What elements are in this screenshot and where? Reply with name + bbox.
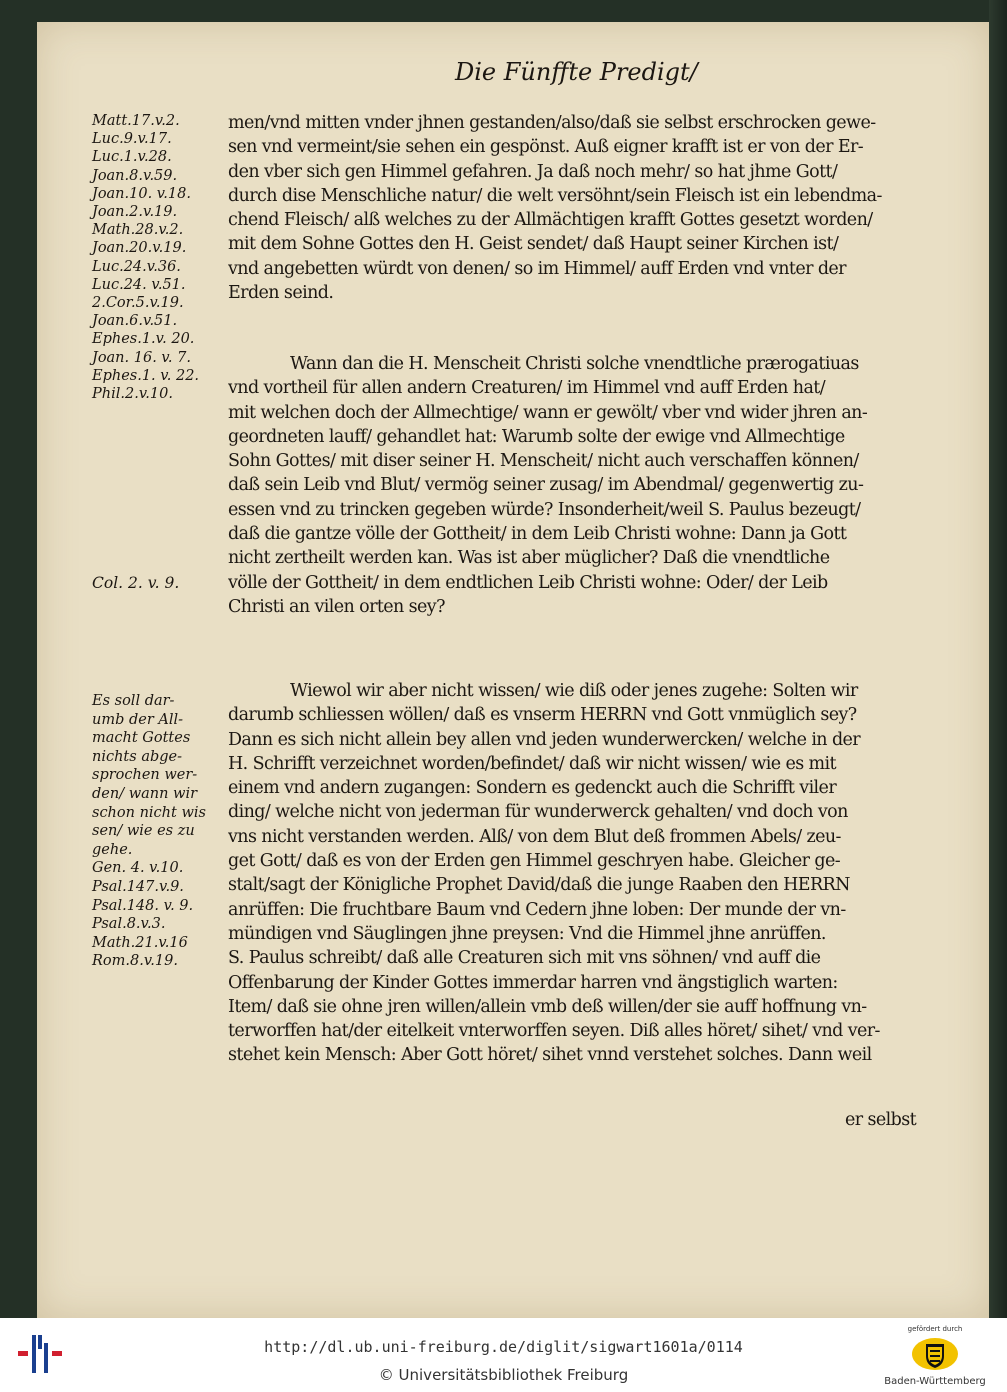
para2-line: Wann dan die H. Menscheit Christi solche vnendtliche prærogatiuas (290, 354, 859, 374)
para3-line: vns nicht verstanden werden. Alß/ von dem Blut deß frommen Abels/ zeu- (228, 826, 841, 847)
running-header: Die Fünffte Predigt/ (455, 58, 698, 86)
para2-line: geordneten lauff/ gehandlet hat: Warumb solte der ewige vnd Allmechtige (228, 426, 845, 447)
margin-notes-1-line: Luc.1.v.28. (92, 149, 172, 166)
funder-name: Baden-Württemberg (884, 1376, 986, 1387)
book-spine (989, 0, 1007, 1318)
para1-line: vnd angebetten würdt von denen/ so im Himmel/ auff Erden vnd vnter der (228, 258, 846, 279)
margin-notes-3-line: schon nicht wis (92, 804, 206, 821)
margin-notes-1-line: 2.Cor.5.v.19. (92, 295, 184, 312)
margin-notes-3-line: umb der All- (92, 711, 184, 728)
para2-line: mit welchen doch der Allmechtige/ wann er gewölt/ vber vnd wider jhren an- (228, 402, 868, 423)
margin-notes-1-line: Joan. 16. v. 7. (92, 349, 191, 366)
catchword (845, 1108, 925, 1132)
para1-line: durch dise Menschliche natur/ die welt versöhnt/sein Fleisch ist ein lebendma- (228, 185, 882, 206)
margin-notes-1-line: Luc.24.v.36. (92, 258, 181, 275)
margin-notes-1-line: Luc.24. v.51. (92, 276, 186, 293)
para3-line: Wiewol wir aber nicht wissen/ wie diß oder jenes zugehe: Solten wir (290, 681, 858, 701)
para1-line: den vber sich gen Himmel gefahren. Ja daß noch mehr/ so hat jhme Gott/ (228, 161, 838, 182)
coat-of-arms-icon (911, 1337, 959, 1371)
margin-notes-1-line: Math.28.v.2. (92, 222, 184, 239)
para3-line: terworffen hat/der eitelkeit vnterworffen seyen. Diß alles höret/ sihet/ vnd ver- (228, 1021, 880, 1042)
para3-line: einem vnd andern zugangen: Sondern es gedenckt auch die Schrifft viler (228, 778, 837, 799)
para2-line: daß sein Leib vnd Blut/ vermög seiner zusag/ im Abendmal/ gegenwertig zu- (228, 475, 864, 496)
para2-line: nicht zertheilt werden kan. Was ist aber müglicher? Daß die vnendtliche (228, 548, 830, 569)
margin-notes-gloss (92, 692, 222, 971)
paragraph-2 (228, 352, 918, 619)
para2-line: daß die gantze völle der Gottheit/ in dem Leib Christi wohne: Dann ja Gott (228, 524, 847, 545)
margin-notes-1-line: Joan.6.v.51. (92, 313, 178, 330)
para3-line: get Gott/ daß es von der Erden gen Himmel geschryen habe. Gleicher ge- (228, 851, 841, 872)
para3-line: S. Paulus schreibt/ daß alle Creaturen sich mit vns söhnen/ vnd auff die (228, 948, 821, 969)
paragraph-1 (228, 111, 918, 305)
para1-line: mit dem Sohne Gottes den H. Geist sendet/ daß Haupt seiner Kirchen ist/ (228, 234, 839, 255)
para3-line: stalt/sagt der Königliche Prophet David/daß die junge Raaben den HERRN (228, 875, 850, 896)
margin-notes-1-line: Joan.2.v.19. (92, 204, 178, 221)
copyright-notice: © Universitätsbibliothek Freiburg (378, 1366, 629, 1384)
margin-notes-3-line: Psal.8.v.3. (92, 916, 166, 933)
margin-notes-1-line: Phil.2.v.10. (92, 386, 173, 403)
margin-note-col: Col. 2. v. 9. (92, 574, 180, 592)
margin-notes-1-line: Joan.8.v.59. (92, 167, 178, 184)
margin-notes-3-line: Psal.148. v. 9. (92, 897, 194, 914)
margin-notes-3-line: Rom.8.v.19. (92, 953, 178, 970)
margin-notes-3-line: nichts abge- (92, 748, 183, 765)
para3-line: mündigen vnd Säuglingen jhne preysen: Vnd die Himmel jhne anrüffen. (228, 923, 826, 944)
para2-line: essen vnd zu trincken gegeben würde? Insonderheit/weil S. Paulus bezeugt/ (228, 499, 861, 520)
para3-line: anrüffen: Die fruchtbare Baum vnd Cedern jhne loben: Der munde der vn- (228, 899, 846, 920)
funder-caption: gefördert durch (907, 1325, 963, 1333)
para3-line: Dann es sich nicht allein bey allen vnd jeden wunderwercken/ welche in der (228, 729, 861, 750)
margin-notes-1-line: Matt.17.v.2. (92, 113, 180, 129)
para1-line: Erden seind. (228, 283, 334, 304)
margin-notes-scripture (92, 112, 222, 403)
para3-line: stehet kein Mensch: Aber Gott höret/ sihet vnnd verstehet solches. Dann weil (228, 1045, 872, 1066)
catchword-text: er selbst (845, 1110, 917, 1130)
para3-line: H. Schrifft verzeichnet worden/befindet/ daß wir nicht wissen/ wie es mit (228, 753, 836, 774)
para1-line: sen vnd vermeint/sie sehen ein gespönst. Auß eigner krafft ist er von der Er- (228, 137, 864, 158)
para1-line: men/vnd mitten vnder jhnen gestanden/also/daß sie selbst erschrocken gewe- (228, 113, 876, 133)
paragraph-3 (228, 679, 918, 1068)
margin-notes-3-line: macht Gottes (92, 730, 191, 747)
para2-line: vnd vortheil für allen andern Creaturen/ im Himmel vnd auff Erden hat/ (228, 378, 826, 399)
margin-notes-3-line: den/ wann wir (92, 785, 198, 802)
para2-line: völle der Gottheit/ in dem endtlichen Leib Christi wohne: Oder/ der Leib (228, 572, 828, 593)
margin-notes-3-line: sen/ wie es zu (92, 823, 195, 840)
margin-notes-3-line: sprochen wer- (92, 767, 198, 784)
para3-line: Offenbarung der Kinder Gottes immerdar harren vnd ängstiglich warten: (228, 972, 838, 993)
margin-notes-3-line: Es soll dar- (92, 693, 175, 709)
para1-line: chend Fleisch/ alß welches zu der Allmächtigen krafft Gottes gesetzt worden/ (228, 210, 873, 231)
margin-notes-1-line: Joan.20.v.19. (92, 240, 187, 257)
margin-notes-1-line: Ephes.1. v. 22. (92, 367, 200, 384)
para3-line: Item/ daß sie ohne jren willen/allein vmb deß willen/der sie auff hoffnung vn- (228, 996, 867, 1017)
margin-notes-3-line: gehe. (92, 841, 133, 858)
margin-notes-3-line: Math.21.v.16 (92, 934, 188, 951)
para3-line: darumb schliessen wöllen/ daß es vnserm HERRN vnd Gott vnmüglich sey? (228, 705, 857, 726)
margin-notes-1-line: Luc.9.v.17. (92, 131, 172, 148)
margin-notes-1-line: Joan.10. v.18. (92, 185, 191, 202)
permalink-url[interactable]: http://dl.ub.uni-freiburg.de/diglit/sigwart1601a/0114 (264, 1338, 743, 1356)
para2-line: Sohn Gottes/ mit diser seiner H. Menscheit/ nicht auch verschaffen können/ (228, 451, 859, 472)
margin-notes-3-line: Psal.147.v.9. (92, 878, 184, 895)
para2-line: Christi an vilen orten sey? (228, 596, 445, 617)
margin-notes-3-line: Gen. 4. v.10. (92, 860, 184, 877)
margin-notes-1-line: Ephes.1.v. 20. (92, 331, 195, 348)
para3-line: ding/ welche nicht von jederman für wunderwerck gehalten/ vnd doch von (228, 802, 848, 823)
